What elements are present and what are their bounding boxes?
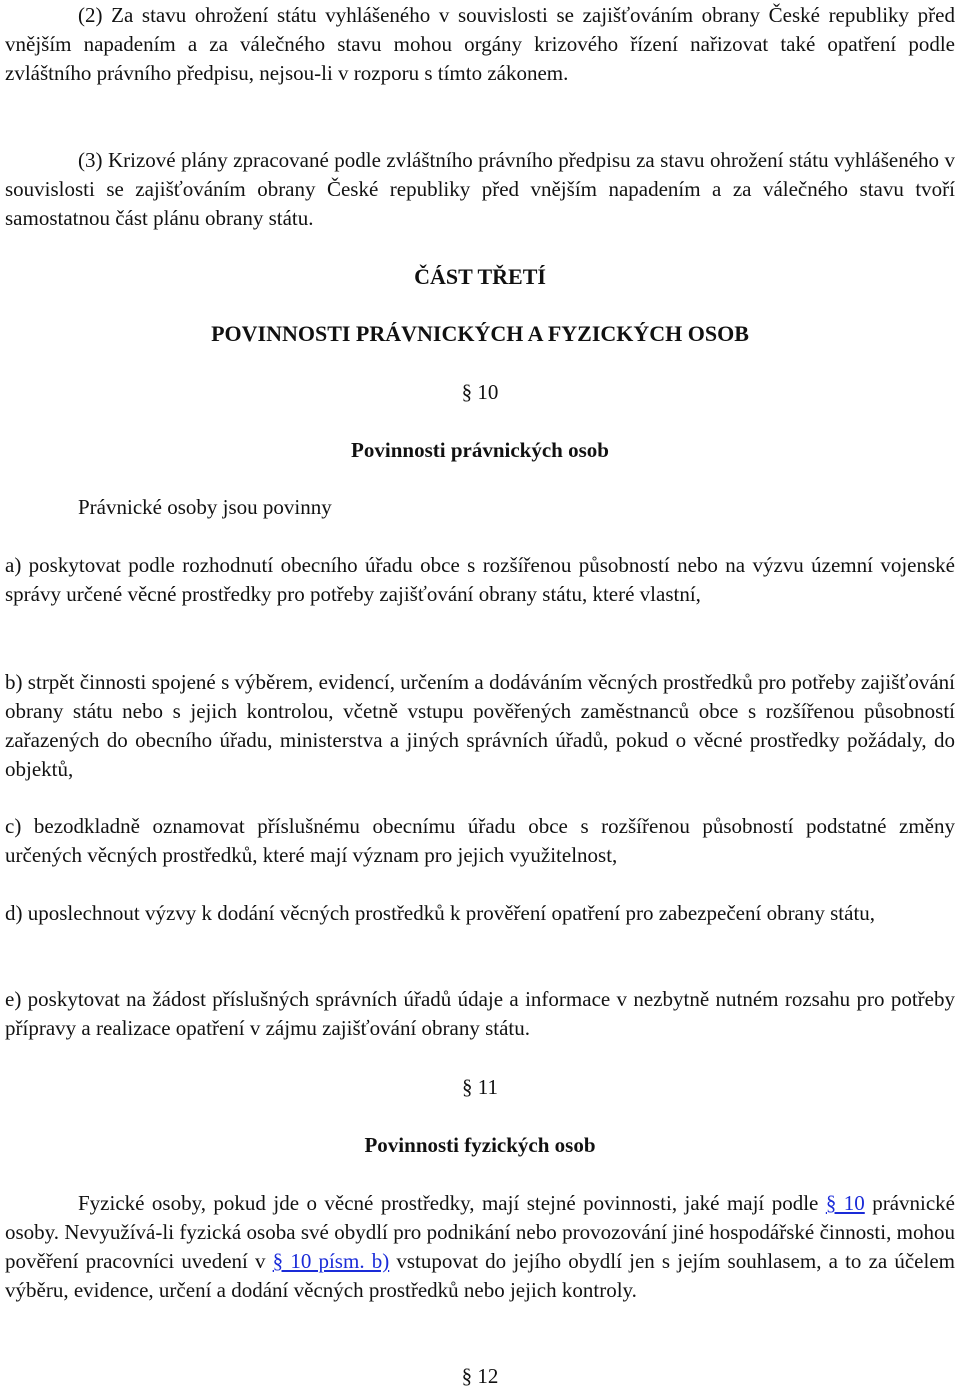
list-item-c-text: c) bezodkladně oznamovat příslušnému obecnímu úřadu obce s rozšířenou působností podstatné změny určených věcných prostředků, které mají význam pro jejich využitelnost, (5, 814, 955, 867)
section-10-link[interactable]: § 10 (825, 1191, 865, 1215)
section-11-title: Povinnosti fyzických osob (364, 1133, 596, 1157)
section-10-title: Povinnosti právnických osob (351, 438, 609, 462)
section-11-text-part-3: vstupovat do jejího obydlí jen s jejím souhlasem, a to za účelem výběru, evidence, určení a dodání věcných prostředků nebo jejich kontroly. (5, 1249, 955, 1302)
list-item-d-text: d) uposlechnout výzvy k dodání věcných prostředků k prověření opatření pro zabezpečení obrany státu, (5, 901, 876, 925)
paragraph-2 (5, 1, 955, 88)
list-item-c (5, 812, 955, 870)
section-11-paragraph (5, 1189, 955, 1305)
section-12-number: § 12 (461, 1364, 499, 1388)
list-item-d (5, 899, 955, 928)
list-item-e (5, 985, 955, 1043)
list-item-a (5, 551, 955, 609)
part-subtitle: POVINNOSTI PRÁVNICKÝCH A FYZICKÝCH OSOB (211, 321, 749, 346)
section-11-number: § 11 (462, 1075, 498, 1099)
list-item-b-text: b) strpět činnosti spojené s výběrem, evidencí, určením a dodáváním věcných prostředků pro potřeby zajišťování obrany státu nebo s jejich kontrolou, včetně vstupu pověřených zaměstnanců obce s rozšířenou působností zařazených do obecního úřadu, ministerstva a jiných správních úřadů, pokud o věcné prostředky požádaly, do objektů, (5, 670, 955, 781)
section-11-text-part-1: Fyzické osoby, pokud jde o věcné prostředky, mají stejné povinnosti, jaké mají podle (78, 1191, 826, 1215)
part-title: ČÁST TŘETÍ (414, 264, 546, 289)
list-item-e-text: e) poskytovat na žádost příslušných správních úřadů údaje a informace v nezbytně nutném rozsahu pro potřeby přípravy a realizace opatření v zájmu zajišťování obrany státu. (5, 987, 955, 1040)
list-item-a-text: a) poskytovat podle rozhodnutí obecního úřadu obce s rozšířenou působností nebo na výzvu územní vojenské správy určené věcné prostředky pro potřeby zajišťování obrany státu, které vlastní, (5, 553, 955, 606)
paragraph-3-text: (3) Krizové plány zpracované podle zvláštního právního předpisu za stavu ohrožení státu vyhlášeného v souvislosti se zajišťováním obrany České republiky před vnějším napadením a za válečného stavu tvoří samostatnou část plánu obrany státu. (5, 148, 955, 230)
paragraph-3 (5, 146, 955, 233)
section-10-letter-b-link[interactable]: § 10 písm. b) (272, 1249, 390, 1273)
section-10-intro: Právnické osoby jsou povinny (78, 495, 332, 519)
section-10-number: § 10 (461, 380, 499, 404)
section-11-text-part-2: právnické osoby. Nevyužívá-li fyzická osoba své obydlí pro podnikání nebo provozování jiné hospodářské činnosti, mohou pověření pracovníci uvedení v (5, 1191, 955, 1273)
list-item-b (5, 668, 955, 784)
paragraph-2-text: (2) Za stavu ohrožení státu vyhlášeného v souvislosti se zajišťováním obrany České republiky před vnějším napadením a za válečného stavu mohou orgány krizového řízení nařizovat také opatření podle zvláštního právního předpisu, nejsou-li v rozporu s tímto zákonem. (5, 3, 955, 85)
section-11-text (5, 1189, 955, 1305)
